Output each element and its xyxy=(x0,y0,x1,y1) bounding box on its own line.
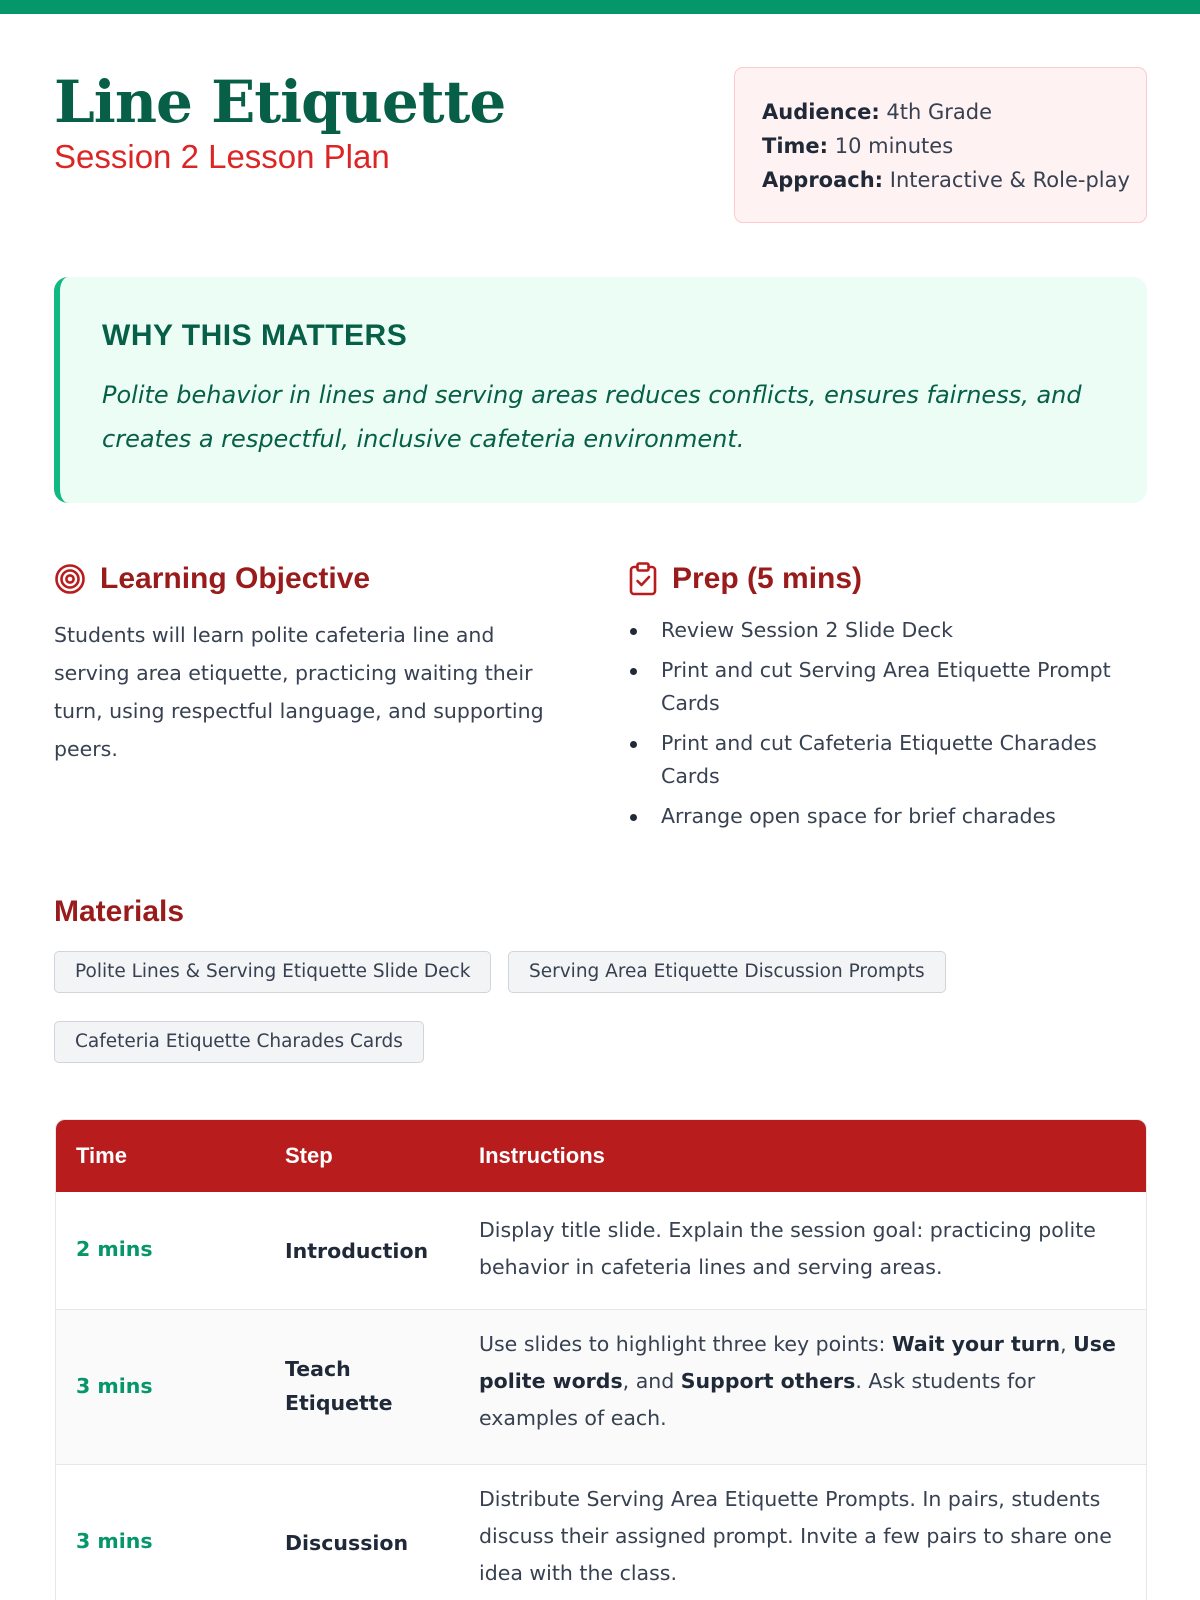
prep-list xyxy=(628,614,1148,840)
clipboard-check-icon xyxy=(628,562,658,596)
approach-value: Interactive & Role-play xyxy=(889,168,1130,192)
objective-text: Students will learn polite cafeteria line and serving area etiquette, practicing waiting their turn, using respectful language, and supporting peers. xyxy=(54,623,544,761)
objective-heading-label: Learning Objective xyxy=(100,562,371,595)
approach-label: Approach: xyxy=(762,168,884,192)
row-instructions: Display title slide. Explain the session goal: practicing polite behavior in cafeteria lines and serving areas. xyxy=(479,1218,1096,1279)
table-row xyxy=(56,1310,1147,1465)
row-instructions xyxy=(479,1326,1139,1437)
row-time: 2 mins xyxy=(76,1237,153,1261)
materials-heading-label: Materials xyxy=(54,895,185,928)
table-row xyxy=(56,1192,1147,1310)
row-step: Introduction xyxy=(285,1239,429,1263)
why-text: Polite behavior in lines and serving areas reduces conflicts, ensures fairness, and creates a respectful, inclusive cafeteria environment. xyxy=(102,381,1082,453)
audience-line xyxy=(762,95,1146,129)
why-title: WHY THIS MATTERS xyxy=(102,319,408,352)
prep-heading-label: Prep (5 mins) xyxy=(672,562,863,595)
row-time: 3 mins xyxy=(76,1529,153,1553)
material-chip: Serving Area Etiquette Discussion Prompts xyxy=(508,951,946,993)
objective-heading xyxy=(54,562,370,596)
table-header xyxy=(56,1120,1147,1192)
target-icon xyxy=(54,563,86,595)
instr-highlight: Use polite words xyxy=(479,1332,1116,1393)
page-title: Line Etiquette xyxy=(54,68,506,136)
time-line xyxy=(762,129,1146,163)
instr-highlight: Support others xyxy=(680,1369,856,1393)
prep-item: Print and cut Serving Area Etiquette Prompt Cards xyxy=(628,654,1148,720)
prep-item: Arrange open space for brief charades xyxy=(628,800,1148,833)
row-time: 3 mins xyxy=(76,1374,153,1398)
schedule-table xyxy=(55,1119,1147,1600)
prep-heading xyxy=(628,562,862,596)
column-header-instructions: Instructions xyxy=(479,1143,605,1168)
prep-item: Print and cut Cafeteria Etiquette Charades Cards xyxy=(628,727,1148,793)
column-header-step: Step xyxy=(285,1143,333,1168)
instr-highlight: Wait your turn xyxy=(891,1332,1061,1356)
instr-text: , and xyxy=(622,1369,681,1393)
why-this-matters-box xyxy=(54,277,1147,503)
material-chip: Polite Lines & Serving Etiquette Slide Deck xyxy=(54,951,491,993)
audience-value: 4th Grade xyxy=(886,100,993,124)
audience-label: Audience: xyxy=(762,100,880,124)
material-chip: Cafeteria Etiquette Charades Cards xyxy=(54,1021,424,1063)
prep-item: Review Session 2 Slide Deck xyxy=(628,614,1148,647)
top-accent-bar xyxy=(0,0,1200,14)
column-header-time: Time xyxy=(76,1143,127,1168)
instr-text: . Ask students for examples of each. xyxy=(479,1369,1036,1430)
row-step: Discussion xyxy=(285,1531,409,1555)
row-step: Teach Etiquette xyxy=(285,1357,393,1415)
time-label: Time: xyxy=(762,134,829,158)
row-instructions: Distribute Serving Area Etiquette Prompts. In pairs, students discuss their assigned prompt. Invite a few pairs to share one idea with the class. xyxy=(479,1487,1112,1585)
time-value: 10 minutes xyxy=(834,134,954,158)
page-subtitle: Session 2 Lesson Plan xyxy=(54,138,390,175)
materials-heading xyxy=(54,895,184,929)
instr-text: , xyxy=(1060,1332,1074,1356)
table-row xyxy=(56,1465,1147,1600)
approach-line xyxy=(762,163,1146,197)
lesson-info-card xyxy=(734,67,1147,223)
instr-text: Use slides to highlight three key points: xyxy=(479,1332,892,1356)
